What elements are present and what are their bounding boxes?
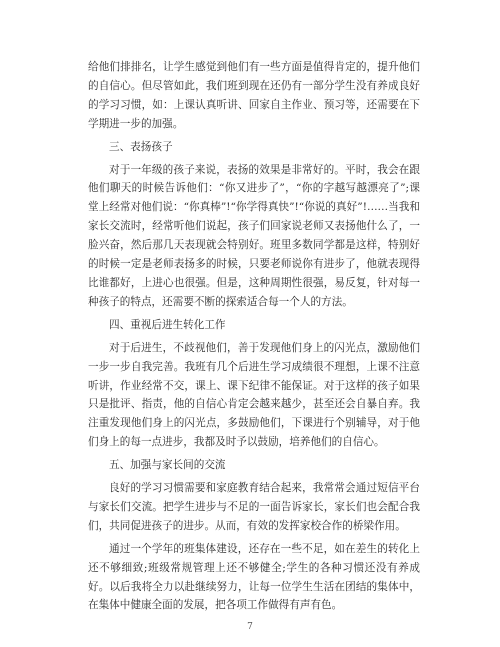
paragraph-struggling-students: 对于后进生，不歧视他们，善于发现他们身上的闪光点，激励他们一步一步自我完善。我班有几个后进生学习成绩很不理想，上课不注意听讲，作业经常不交，课上、课下纪律不能保证。对于这样的孩子如果只是批评、指责，他的自信心肯定会越来越少，甚至还会自暴自弃。我注重发现他们身上的闪光点，多鼓励他们，下课进行个别辅导，对于他们身上的每一点进步，我都及时予以鼓励，培养他们的自信心。: [88, 341, 420, 449]
section-heading-struggling-students: 四、重视后进生转化工作: [109, 318, 226, 331]
section-heading-parent-communication: 五、加强与家长间的交流: [109, 459, 226, 472]
paragraph-parent-communication: 良好的学习习惯需要和家庭教育结合起来，我常常会通过短信平台与家长们交流。把学生进步与不足的一面告诉家长，家长们也会配合我们，共同促进孩子的进步。从而，有效的发挥家校合作的桥梁作用。: [88, 482, 420, 532]
section-heading-praise: 三、表扬孩子: [109, 140, 173, 153]
paragraph-summary: 通过一个学年的班集体建设，还存在一些不足，如在差生的转化上还不够细致;班级常规管理上还不够健全;学生的各种习惯还没有养成好。以后我将全力以赴继续努力，让每一位学生生活在团结的集体中，在集体中健康全面的发展，把各项工作做得有声有色。: [88, 542, 420, 612]
paragraph-intro: 给他们排排名，让学生感觉到他们有一些方面是值得肯定的，提升他们的自信心。但尽管如此，我们班到现在还仍有一部分学生没有养成良好的学习习惯，如：上课认真听讲、回家自主作业、预习等，还需要在下学期进一步的加强。: [88, 61, 420, 130]
document-body: [88, 58, 420, 619]
paragraph-praise: 对于一年级的孩子来说，表扬的效果是非常好的。平时，我会在跟他们聊天的时候告诉他们：“你又进步了”，“你的字越写越漂亮了”;课堂上经常对他们说：“你真棒”!“你学得真快”!“你说的真好”!……当我和家长交流时，经常听他们说起，孩子们回家说老师又表扬他什么了，一脸兴奋，然后那几天表现就会特别好。班里多数同学都是这样，特别好的时候一定是老师表扬多的时候，只要老师说你有进步了，他就表现得比谁都好，上进心也很强。但是，这种周期性很强，易反复，针对每一种孩子的特点，还需要不断的探索适合每一个人的方法。: [88, 163, 420, 308]
page-number: 7: [247, 622, 253, 632]
